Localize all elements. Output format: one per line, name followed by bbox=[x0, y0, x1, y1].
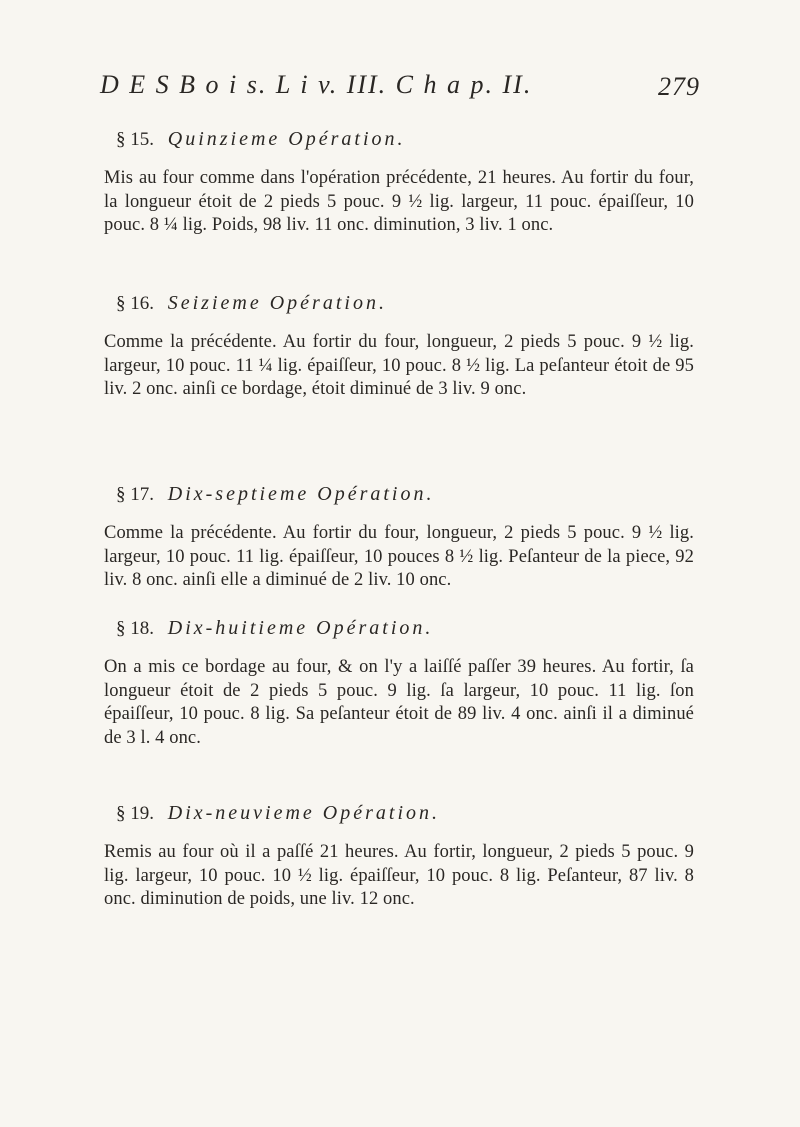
section-title: Seizieme Opération. bbox=[167, 292, 387, 314]
section-16 bbox=[104, 292, 694, 402]
section-heading bbox=[104, 292, 694, 315]
running-head-title: D E S B o i s. L i v. III. C h a p. II. bbox=[100, 70, 533, 99]
section-18 bbox=[104, 617, 694, 750]
section-19 bbox=[104, 802, 694, 912]
section-title: Dix-septieme Opération. bbox=[167, 483, 435, 505]
section-paragraph: On a mis ce bordage au four, & on l'y a laiſſé paſſer 39 heures. Au fortir, ſa longueur étoit de 2 pieds 5 pouc. 9 lig. ſa largeur, 10 pouc. 11 lig. ſon épaiſſeur, 10 pouc. 8 lig. Sa peſanteur étoit de 89 liv. 4 onc. ainſi il a diminué de 3 l. 4 onc. bbox=[104, 657, 694, 748]
section-number: § 15. bbox=[116, 129, 154, 150]
section-number: § 19. bbox=[116, 803, 154, 824]
section-title: Quinzieme Opération. bbox=[167, 128, 406, 150]
section-title: Dix-neuvieme Opération. bbox=[167, 802, 441, 824]
page-number: 279 bbox=[658, 72, 700, 101]
section-heading bbox=[104, 802, 694, 825]
section-title: Dix-huitieme Opération. bbox=[167, 617, 434, 639]
running-head bbox=[100, 70, 700, 110]
section-heading bbox=[104, 128, 694, 151]
section-paragraph: Comme la précédente. Au fortir du four, longueur, 2 pieds 5 pouc. 9 ½ lig. largeur, 10 pouc. 11 lig. épaiſſeur, 10 pouces 8 ½ lig. Peſanteur de la piece, 92 liv. 8 onc. ainſi elle a diminué de 2 liv. 10 onc. bbox=[104, 523, 694, 590]
section-number: § 17. bbox=[116, 484, 154, 505]
section-paragraph: Remis au four où il a paſſé 21 heures. Au fortir, longueur, 2 pieds 5 pouc. 9 lig. largeur, 10 pouc. 10 ½ lig. épaiſſeur, 10 pouc. 8 lig. Peſanteur, 87 liv. 8 onc. diminution de poids, une liv. 12 onc. bbox=[104, 842, 694, 909]
section-paragraph: Comme la précédente. Au fortir du four, longueur, 2 pieds 5 pouc. 9 ½ lig. largeur, 10 pouc. 11 ¼ lig. épaiſſeur, 10 pouc. 8 ½ lig. La peſanteur étoit de 95 liv. 2 onc. ainſi ce bordage, étoit diminué de 3 liv. 9 onc. bbox=[104, 332, 694, 399]
section-15 bbox=[104, 128, 694, 238]
section-number: § 16. bbox=[116, 293, 154, 314]
section-17 bbox=[104, 483, 694, 593]
section-heading bbox=[104, 617, 694, 640]
section-paragraph: Mis au four comme dans l'opération précédente, 21 heures. Au fortir du four, la longueur étoit de 2 pieds 5 pouc. 9 ½ lig. largeur, 11 pouc. épaiſſeur, 10 pouc. 8 ¼ lig. Poids, 98 liv. 11 onc. diminution, 3 liv. 1 onc. bbox=[104, 168, 694, 235]
section-heading bbox=[104, 483, 694, 506]
section-number: § 18. bbox=[116, 618, 154, 639]
